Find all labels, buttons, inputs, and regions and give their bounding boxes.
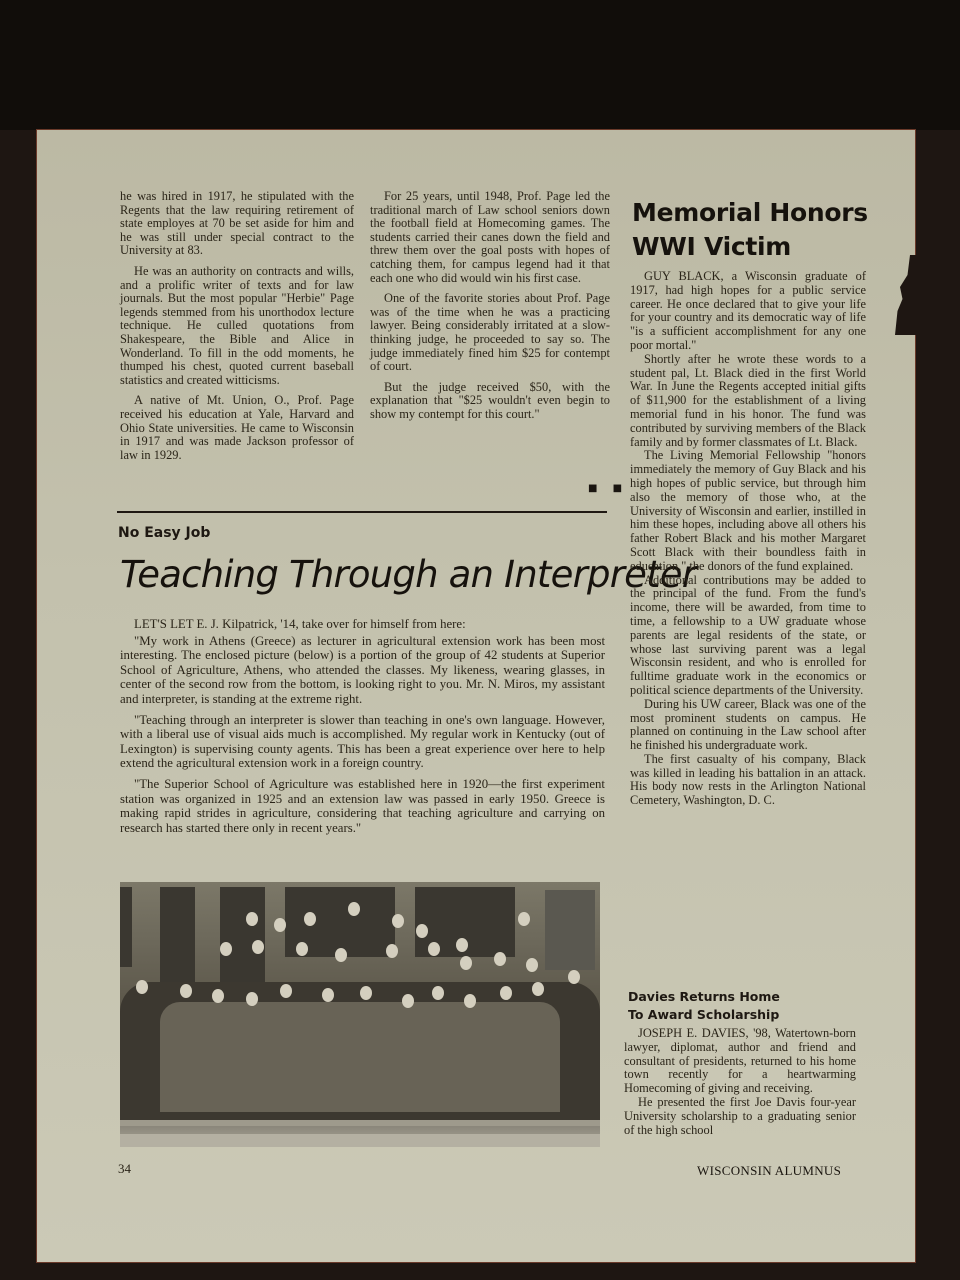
publication-name: WISCONSIN ALUMNUS [697,1163,842,1178]
photo-face [526,958,538,972]
photo-face [246,912,258,926]
photo-step [120,1134,600,1147]
photo-face [386,944,398,958]
photo-window [220,887,265,987]
photo-face [335,948,347,962]
photo-face [428,942,440,956]
davies-headline-line-1: Davies Returns Home [628,989,780,1004]
photo-face [402,994,414,1008]
paragraph: But the judge received $50, with the explanation that "$25 wouldn't even begin to show my contempt for this court." [370,379,610,421]
paragraph: "Teaching through an interpreter is slower than teaching in one's own language. However, with a liberal use of visual aids much is accomplished. My regular work in Kentucky (out of Lexington) is supervising county agents. This has been a great experience over here to help extend the agricultural extension work in a foreign country. [120,712,605,771]
paragraph: One of the favorite stories about Prof. Page was of the time when he was a practicing lawyer. Being considerably irritated at a slow-thinking judge, he proceeded to say so. The judge immediately fined him $25 for contempt of court. [370,291,610,374]
photo-step [120,1120,600,1126]
photo-face [464,994,476,1008]
paragraph: He presented the first Joe Davis four-year University scholarship to a graduating senior of the high school [624,1094,856,1137]
end-of-article-mark: ■ ■ [588,483,629,494]
photo-face [460,956,472,970]
photo-face [280,984,292,998]
davies-article-body [624,1027,856,1137]
page-article-column-2 [370,190,610,429]
photo-face [360,986,372,1000]
paragraph: "The Superior School of Agriculture was established here in 1920—the first experiment station was organized in 1925 and an extension law was passed in early 1950. Greece is making rapid strides in agriculture, considering that teaching agriculture and carrying on research has started there only in recent years." [120,776,605,835]
photo-face [180,984,192,998]
memorial-headline-line-1: Memorial Honors [632,198,868,227]
paragraph: He was an authority on contracts and wills, and a prolific writer of texts and for law journals. But the most popular "Herbie" Page legends stemmed from his unorthodox lecture technique. He culled quotations from Shakespeare, the Bible and Alice in Wonderland. To fill in the odd moments, he thumped his chest, quoted current baseball statistics and created witticisms. [120,263,354,387]
paragraph: Shortly after he wrote these words to a student pal, Lt. Black died in the first World War. In June the Regents accepted initial gifts of $11,900 for the establishment of a living memorial fund in his honor. The fund was contributed by surviving members of the Black family and by former classmates of Lt. Black. [630,351,866,449]
group-photo [120,882,600,1147]
paragraph: GUY BLACK, a Wisconsin graduate of 1917, had high hopes for a public service career. He once declared that to give your life for your country and its democratic way of life "is a sufficient accomplishment for any one poor mortal." [630,269,866,352]
photo-face [304,912,316,926]
paragraph: A native of Mt. Union, O., Prof. Page received his education at Yale, Harvard and Ohio State universities. He came to Wisconsin in 1917 and was made Jackson professor of law in 1929. [120,393,354,462]
paragraph: "My work in Athens (Greece) as lecturer in agricultural extension work has been most interesting. The enclosed picture (below) is a portion of the group of 42 students at Superior School of Agriculture, Athens, who attended the classes. My likeness, wearing glasses, in center of the second row from the bottom, is looking right to you. Mr. N. Miros, my assistant and interpreter, is standing at the extreme right. [120,633,605,706]
photo-face [568,970,580,984]
section-divider [117,511,607,513]
davies-headline [628,988,780,1024]
article-kicker: No Easy Job [118,525,211,541]
photo-face [532,982,544,996]
paragraph: For 25 years, until 1948, Prof. Page led the traditional march of Law school seniors down the football field at Homecoming games. The students carried their canes down the field and threw them over the goal posts with hopes of catching them, for campus legend had it that each one who did would win his first case. [370,189,610,285]
photo-face [246,992,258,1006]
photo-face [296,942,308,956]
memorial-headline-line-2: WWI Victim [632,232,792,261]
paragraph: During his UW career, Black was one of the most prominent students on campus. He planned on continuing in the Law school after he finished his undergraduate work. [630,696,866,753]
photo-face [494,952,506,966]
photo-face [500,986,512,1000]
photo-face [518,912,530,926]
photo-window [120,887,132,967]
photo-face [322,988,334,1002]
photo-face [136,980,148,994]
photo-face [212,989,224,1003]
photo-face [348,902,360,916]
photo-face [456,938,468,952]
memorial-headline [632,196,868,264]
photo-clothing [160,1002,560,1112]
paragraph: The first casualty of his company, Black was killed in leading his battalion in an attack. His body now rests in the Arlington National Cemetery, Washington, D. C. [630,751,866,808]
paragraph: JOSEPH E. DAVIES, '98, Watertown-born lawyer, diplomat, author and friend and consultant of presidents, returned to his home town recently for a heartwarming Homecoming of giving and receiving. [624,1026,856,1096]
photo-face [252,940,264,954]
photo-face [274,918,286,932]
davies-headline-line-2: To Award Scholarship [628,1007,780,1022]
photo-window [545,890,595,970]
photo-face [392,914,404,928]
page-number: 34 [118,1161,131,1176]
paragraph: The Living Memorial Fellowship "honors immediately the memory of Guy Black and his high hopes of public service, but through him also the memory of those who, at the University of Wisconsin and earlier, instilled in him these hopes, including above all others his father Robert Black and his mother Margaret Scott Black with their boundless faith in education," the donors of the fund explained. [630,448,866,573]
memorial-article-body [630,270,866,808]
interpreter-article-body [120,617,605,841]
background-dark-top [0,0,960,130]
photo-face [220,942,232,956]
paragraph: Additional contributions may be added to the principal of the fund. From the fund's income, there will be awarded, from time to time, a fellowship to a UW graduate whose parents are legal residents of the state, or whose last surviving parent was a legal Wisconsin resident, and who is enrolled for fulltime graduate work in the economics or political science departments of the University. [630,572,866,697]
photo-window [160,887,195,997]
photo-face [416,924,428,938]
paragraph: he was hired in 1917, he stipulated with the Regents that the law requiring retirement of state employes at 70 be set aside for him and he was still under special contract to the University at 83. [120,189,354,258]
page-article-column-1 [120,190,354,469]
photo-face [432,986,444,1000]
article-headline: Teaching Through an Interpreter [120,553,697,596]
lead-paragraph: LET'S LET E. J. Kilpatrick, '14, take over for himself from here: [134,617,466,631]
